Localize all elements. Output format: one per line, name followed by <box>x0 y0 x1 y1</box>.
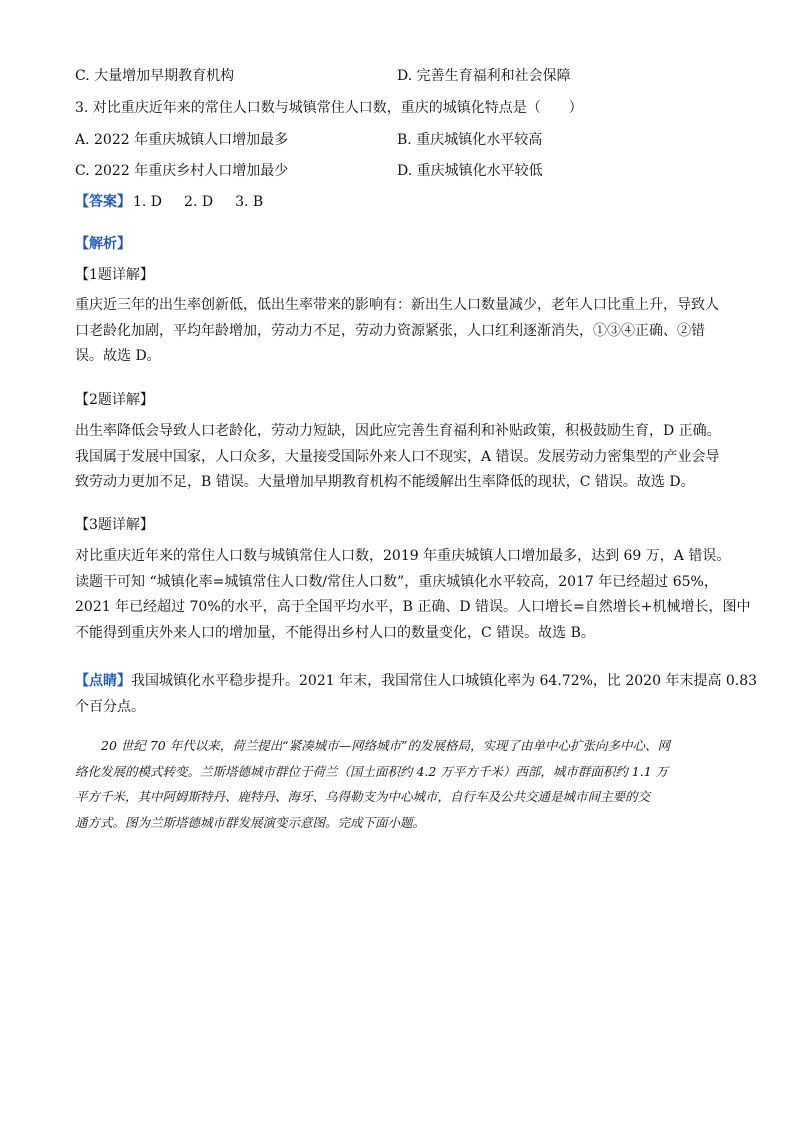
answer-3: 3. B <box>235 194 264 210</box>
q2-detail-heading: 【2题详解】 <box>75 392 154 408</box>
analysis-tag: 【解析】 <box>75 236 131 252</box>
answer-2: 2. D <box>184 194 214 210</box>
answer-1: 1. D <box>133 194 163 210</box>
option-a-q3: A. 2022 年重庆城镇人口增加最多 <box>75 132 289 148</box>
reading-passage: 20 世纪 70 年代以来，荷兰提出“紧凑城市—网络城市”的发展格局，实现了由单中心扩张向多中心、网 络化发展的模式转变。兰斯塔德城市群位于荷兰（国土面积约 4.2 万平方千米）西部，城市群面积约 1.1 万 平方千米，其中阿姆斯特丹、鹿特丹、海牙、乌得勒支为中心城市，自行车及公共交通是城市间主要的交 通方式。图为兰斯塔德城市群发展演变示意图。完成下面小题。 <box>75 738 671 830</box>
answer-tag: 【答案】 <box>75 194 131 210</box>
option-c-q3: C. 2022 年重庆乡村人口增加最少 <box>75 163 289 179</box>
option-c-q2: C. 大量增加早期教育机构 <box>75 68 235 84</box>
q3-detail-text: 对比重庆近年来的常住人口数与城镇常住人口数，2019 年重庆城镇人口增加最多，达到 69 万，A 错误。 读题干可知 “城镇化率=城镇常住人口数/常住人口数”，重庆城镇化水平较高，2017 年已经超过 65%， 2021 年已经超过 70%的水平，高于全国平均水平，B 正确、D 错误。人口增长=自然增长+机械增长，图中 不能得到重庆外来人口的增加量，不能得出乡村人口的数量变化，C 错误。故选 B。 <box>75 548 751 641</box>
q1-detail-text: 重庆近三年的出生率创新低，低出生率带来的影响有：新出生人口数量减少，老年人口比重上升，导致人 口老龄化加剧，平均年龄增加，劳动力不足，劳动力资源紧张，人口红利逐渐消失，①③④正确、②错 误。故选 D。 <box>75 297 719 364</box>
option-b-q3: B. 重庆城镇化水平较高 <box>397 132 543 148</box>
option-d-q2: D. 完善生育福利和社会保障 <box>397 68 571 84</box>
option-d-q3: D. 重庆城镇化水平较低 <box>397 163 543 179</box>
key-point-tag: 【点睛】 <box>75 673 131 689</box>
key-point: 【点睛】我国城镇化水平稳步提升。2021 年末，我国常住人口城镇化率为 64.72%，比 2020 年末提高 0.83 个百分点。 <box>75 673 758 715</box>
question-3: 3. 对比重庆近年来的常住人口数与城镇常住人口数，重庆的城镇化特点是（ ） <box>75 100 583 116</box>
q3-detail-heading: 【3题详解】 <box>75 517 154 533</box>
answer-line <box>75 192 285 212</box>
q1-detail-heading: 【1题详解】 <box>75 267 154 283</box>
q2-detail-text: 出生率降低会导致人口老龄化，劳动力短缺，因此应完善生育福利和补贴政策，积极鼓励生育，D 正确。 我国属于发展中国家，人口众多，大量接受国际外来人口不现实，A 错误。发展劳动力密集型的产业会导 致劳动力更加不足，B 错误。大量增加早期教育机构不能缓解出生率降低的现状，C 错误。故选 D。 <box>75 423 721 490</box>
